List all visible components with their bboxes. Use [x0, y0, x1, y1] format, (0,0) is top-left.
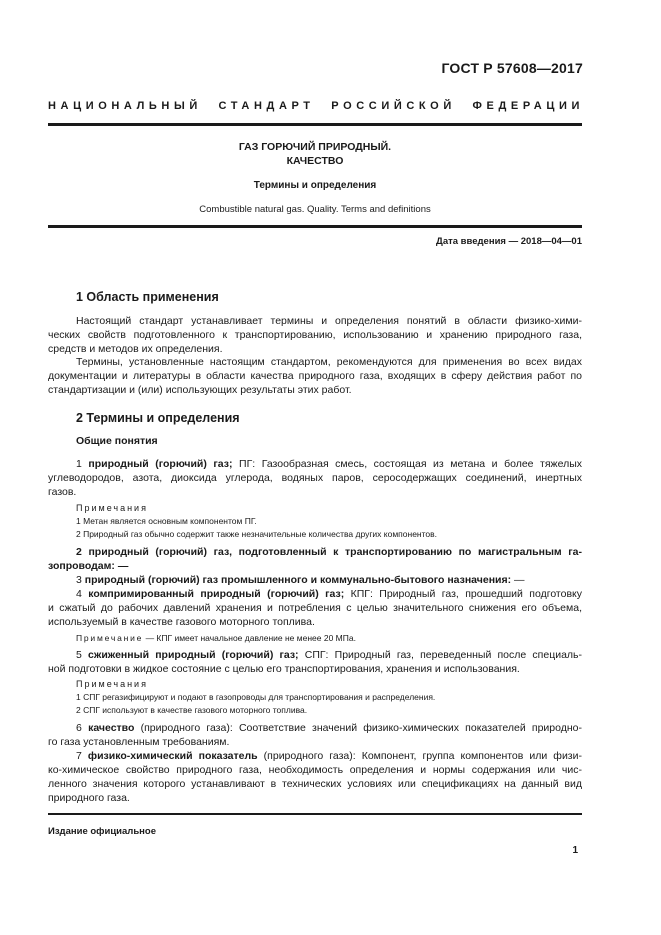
term-5-term: сжиженный природный (горючий) газ; [88, 649, 299, 661]
term-6-definition: (природного газа): Соответствие значений физико-химических показателей природно- [134, 722, 582, 734]
top-rule [48, 123, 582, 126]
term-5-line-2: ной подготовки в жидкое состояние с целью его транспортирования, хранения и использования. [48, 663, 520, 675]
note-5-2: 2 СПГ используют в качестве газового моторного топлива. [76, 705, 308, 715]
term-6-term: качество [88, 722, 135, 734]
s1-p2-line-1: Термины, установленные настоящим стандартом, рекомендуются для применения во всех видах [76, 356, 582, 368]
term-4-line-1 [76, 587, 582, 601]
s1-p1-line-2: ческих свойств подготовленного к транспортированию, использованию и хранению природного газа, [48, 329, 582, 341]
term-7-line-2: ко-химическое свойство природного газа, необходимость определения и нормы содержания или чис- [48, 764, 582, 776]
term-3-line [76, 573, 582, 587]
footer-rule [48, 813, 582, 815]
s1-p2-line-2: документации и литературы в области качества природного газа, входящих в сферу действия работ по [48, 370, 582, 382]
note-5-1: 1 СПГ регазифицируют и подают в газопроводы для транспортирования и распределения. [76, 692, 436, 702]
term-4-line-2: и сжатый до рабочих давлений хранения и потребления с целью значительного снижения его объема, [48, 602, 582, 614]
term-5-number: 5 [76, 649, 82, 661]
term-6-line-1 [76, 721, 582, 735]
term-1-line-2: углеводородов, азота, диоксида углерода, водяных паров, серосодержащих соединений, инертных [48, 472, 582, 484]
title-rule [48, 225, 582, 228]
english-title: Combustible natural gas. Quality. Terms and definitions [199, 204, 431, 215]
title-line-2: КАЧЕСТВО [286, 155, 344, 167]
document-title [48, 140, 582, 168]
note-1-2: 2 Природный газ обычно содержит также незначительные количества других компонентов. [76, 529, 438, 539]
term-4-line-3: используемый в качестве газового моторного топлива. [48, 616, 315, 628]
title-line-1: ГАЗ ГОРЮЧИЙ ПРИРОДНЫЙ. [238, 141, 392, 153]
term-1-definition: ПГ: Газообразная смесь, состоящая из метана и более тяжелых [232, 458, 582, 470]
notes-5-heading: Примечания [76, 679, 148, 689]
term-7-definition: (природного газа): Компонент, группа компонентов или физи- [257, 750, 582, 762]
term-1-term: природный (горючий) газ; [88, 458, 233, 470]
national-standard-heading: НАЦИОНАЛЬНЫЙ СТАНДАРТ РОССИЙСКОЙ ФЕДЕРАЦИИ [48, 100, 584, 112]
notes-1-heading: Примечания [76, 503, 148, 513]
date-of-introduction: Дата введения — 2018—04—01 [436, 236, 582, 247]
edition-label: Издание официальное [48, 826, 156, 837]
term-7-line-1 [76, 749, 582, 763]
term-6-line-2: го газа установленным требованиям. [48, 736, 230, 748]
term-4-term: компримированный природный (горючий) газ; [88, 588, 345, 600]
gost-number: ГОСТ Р 57608—2017 [441, 60, 583, 76]
term-7-line-3: ленного значения которого устанавливают в технических условиях или спецификациях на данный вид [48, 778, 582, 790]
section-2-heading: 2 Термины и определения [76, 411, 240, 425]
term-4-definition: КПГ: Природный газ, прошедший подготовку [344, 588, 582, 600]
term-1-number: 1 [76, 458, 82, 470]
note-4 [76, 633, 356, 643]
term-3-definition: — [511, 574, 525, 586]
term-1-line-3: газов. [48, 486, 77, 498]
section-2-subheading: Общие понятия [76, 435, 158, 447]
term-2-line-1: 2 природный (горючий) газ, подготовленный к транспортированию по магистральным га- [76, 546, 582, 558]
term-2-line-2: зопроводам: — [48, 560, 129, 572]
document-subtitle: Термины и определения [253, 180, 377, 191]
term-7-term: физико-химический показатель [87, 750, 258, 762]
term-3-number: 3 [76, 574, 82, 586]
s1-p1-line-1: Настоящий стандарт устанавливает термины и определения понятий в области физико-хими- [76, 315, 582, 327]
s1-p1-line-3: средств и методов их определения. [48, 343, 223, 355]
term-1-line-1 [76, 457, 582, 471]
note-4-text: — КПГ имеет начальное давление не менее 20 МПа. [143, 633, 356, 643]
term-6-number: 6 [76, 722, 82, 734]
s1-p2-line-3: стандартизации и (или) использующих результаты этих работ. [48, 384, 352, 396]
page-number: 1 [572, 845, 578, 856]
term-3-term: природный (горючий) газ промышленного и коммунально-бытового назначения: [84, 574, 512, 586]
note-4-heading: Примечание [76, 633, 144, 643]
section-1-heading: 1 Область применения [76, 290, 219, 304]
term-5-definition: СПГ: Природный газ, переведенный после специаль- [298, 649, 583, 661]
term-7-number: 7 [76, 750, 82, 762]
term-7-line-4: природного газа. [48, 792, 130, 804]
term-4-number: 4 [76, 588, 82, 600]
note-1-1: 1 Метан является основным компонентом ПГ. [76, 516, 257, 526]
term-5-line-1 [76, 648, 582, 662]
